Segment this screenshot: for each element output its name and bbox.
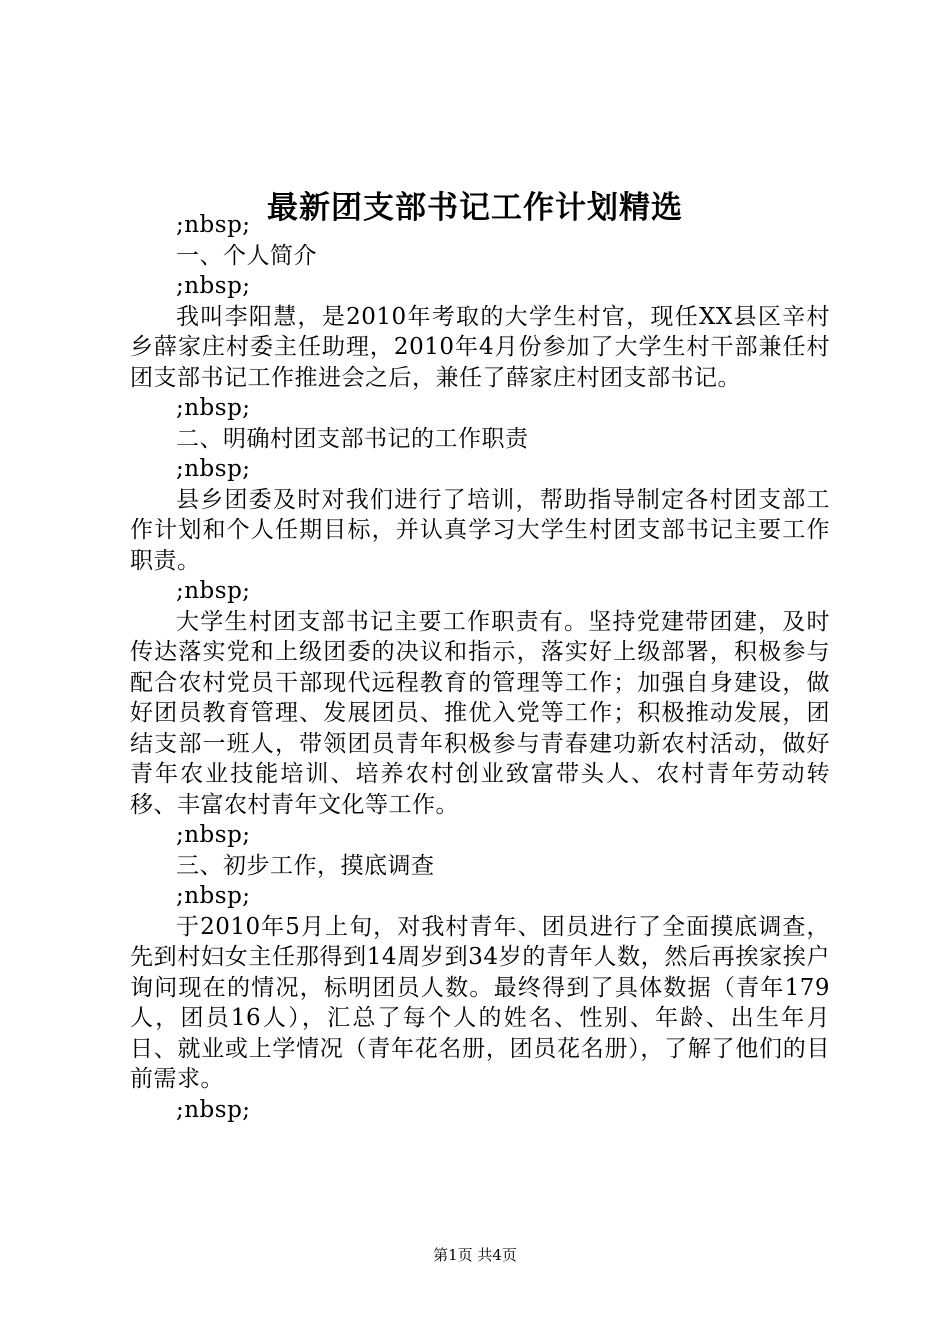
paragraph-training: 县乡团委及时对我们进行了培训，帮助指导制定各村团支部工作计划和个人任期目标，并认真学习大学生村团支部书记主要工作职责。 — [130, 486, 830, 574]
section-heading-survey: 三、初步工作，摸底调查 — [176, 852, 435, 879]
paragraph-spacer: ;nbsp; — [176, 395, 251, 421]
paragraph-spacer: ;nbsp; — [176, 578, 251, 604]
paragraph-spacer: ;nbsp; — [176, 822, 251, 848]
paragraph-spacer: ;nbsp; — [176, 273, 251, 299]
page-footer: 第1页 共4页 — [433, 1246, 517, 1264]
paragraph-spacer: ;nbsp; — [176, 883, 251, 909]
paragraph-duties: 大学生村团支部书记主要工作职责有。坚持党建带团建，及时传达落实党和上级团委的决议和指示，落实好上级部署，积极参与配合农村党员干部现代远程教育的管理等工作；加强自身建设，做好团员教育管理、发展团员、推优入党等工作；积极推动发展，团结支部一班人，带领团员青年积极参与青春建功新农村活动，做好青年农业技能培训、培养农村创业致富带头人、农村青年劳动转移、丰富农村青年文化等工作。 — [130, 608, 830, 818]
paragraph-survey: 于2010年5月上旬，对我村青年、团员进行了全面摸底调查，先到村妇女主任那得到14周岁到34岁的青年人数，然后再挨家挨户询问现在的情况，标明团员人数。最终得到了具体数据（青年179人，团员16人），汇总了每个人的姓名、性别、年龄、出生年月日、就业或上学情况（青年花名册，团员花名册），了解了他们的目前需求。 — [130, 913, 830, 1092]
page-title: 最新团支部书记工作计划精选 — [267, 190, 683, 226]
section-heading-intro: 一、个人简介 — [176, 242, 317, 269]
paragraph-spacer: ;nbsp; — [176, 212, 251, 238]
document-body — [130, 210, 830, 1125]
paragraph-spacer: ;nbsp; — [176, 1096, 251, 1123]
paragraph-spacer: ;nbsp; — [176, 456, 251, 482]
paragraph-intro: 我叫李阳慧，是2010年考取的大学生村官，现任XX县区辛村乡薛家庄村委主任助理，2010年4月份参加了大学生村干部兼任村团支部书记工作推进会之后，兼任了薛家庄村团支部书记。 — [130, 303, 830, 391]
section-heading-duties: 二、明确村团支部书记的工作职责 — [176, 425, 529, 452]
